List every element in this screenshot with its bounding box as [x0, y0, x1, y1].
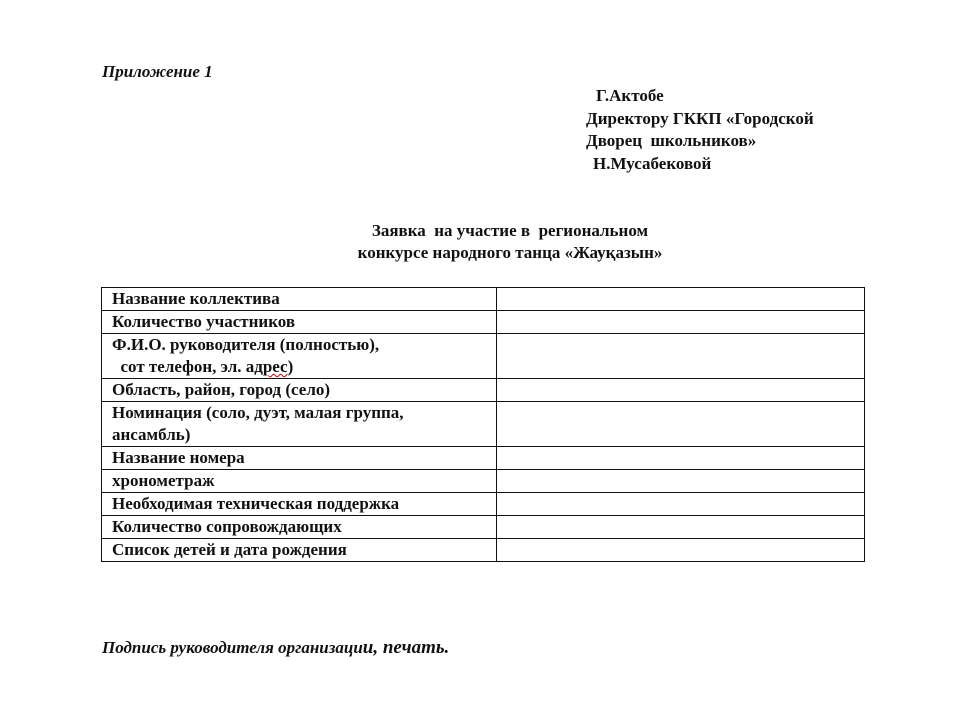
- table-row: [102, 311, 865, 334]
- row-value[interactable]: [497, 402, 865, 447]
- row-label: Название коллектива: [102, 288, 497, 311]
- addressee-line2: Дворец школьников»: [586, 131, 757, 150]
- signature-tail: и, печать.: [362, 637, 450, 658]
- row-value[interactable]: [497, 447, 865, 470]
- title-line1: Заявка на участие в региональном: [371, 221, 649, 240]
- row-value[interactable]: [497, 334, 865, 379]
- table-row: [102, 516, 865, 539]
- row-label: Список детей и дата рождения: [102, 539, 497, 562]
- addressee-city: Г.Актобе: [596, 86, 664, 105]
- table-row: [102, 288, 865, 311]
- table-row: [102, 447, 865, 470]
- row-label: хронометраж: [102, 470, 497, 493]
- row-label-line2: ансамбль): [112, 425, 191, 444]
- row-label: Количество сопровождающих: [102, 516, 497, 539]
- document-title: [300, 220, 720, 264]
- row-label: [102, 402, 497, 447]
- table-row: [102, 402, 865, 447]
- row-label-line1: Ф.И.О. руководителя (полностью),: [112, 335, 380, 354]
- table-row: [102, 379, 865, 402]
- row-value[interactable]: [497, 288, 865, 311]
- addressee-block: [586, 85, 814, 175]
- application-form-table: [101, 287, 865, 562]
- row-label: Необходимая техническая поддержка: [102, 493, 497, 516]
- row-value[interactable]: [497, 539, 865, 562]
- table-row: [102, 334, 865, 379]
- table-row: [102, 539, 865, 562]
- addressee-name: Н.Мусабековой: [593, 153, 712, 173]
- table-row: [102, 470, 865, 493]
- spellcheck-word: дрес: [254, 357, 288, 376]
- row-value[interactable]: [497, 516, 865, 539]
- row-label: Название номера: [102, 447, 497, 470]
- appendix-label: Приложение 1: [102, 62, 213, 81]
- label-part: ): [287, 357, 294, 376]
- row-value[interactable]: [497, 470, 865, 493]
- row-value[interactable]: [497, 379, 865, 402]
- label-part: сот телефон, эл. а: [112, 357, 255, 376]
- row-label-line2: [112, 356, 496, 378]
- row-label: Область, район, город (село): [102, 379, 497, 402]
- table-row: [102, 493, 865, 516]
- row-label: [102, 334, 497, 379]
- row-label: Количество участников: [102, 311, 497, 334]
- row-value[interactable]: [497, 493, 865, 516]
- title-line2: конкурсе народного танца «Жауқазын»: [357, 243, 663, 262]
- signature-line: [102, 637, 449, 659]
- signature-text: Подпись руководителя организаци: [102, 638, 363, 657]
- row-value[interactable]: [497, 311, 865, 334]
- row-label-line1: Номинация (соло, дуэт, малая группа,: [112, 403, 404, 422]
- addressee-line1: Директору ГККП «Городской: [586, 108, 814, 128]
